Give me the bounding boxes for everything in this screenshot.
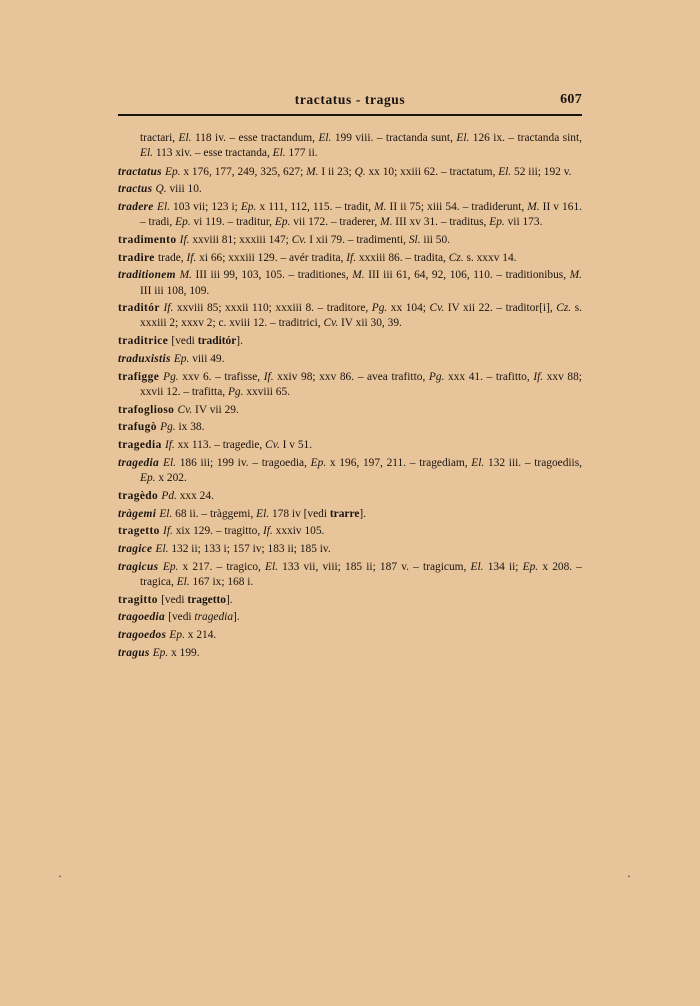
entry-headword: tractatus xyxy=(118,165,165,178)
entry-citations: Ep. viii 49. xyxy=(173,352,225,365)
entry-citations: Pd. xxx 24. xyxy=(161,489,214,502)
page-header xyxy=(118,92,582,108)
dictionary-entry xyxy=(118,593,582,608)
dictionary-entry xyxy=(118,524,582,539)
dictionary-entry xyxy=(118,403,582,418)
entry-headword: traditionem xyxy=(118,269,180,282)
dictionary-entry xyxy=(118,251,582,266)
dictionary-entry xyxy=(118,628,582,643)
entry-citations: tractari, El. 118 iv. – esse tractandum, El. 199 viii. – tractanda sunt, El. 126 ix. – tractanda sint, El. 113 xiv. – esse tractanda, El. 177 ii. xyxy=(140,132,582,160)
entry-headword: traditrice xyxy=(118,335,172,348)
dictionary-entry xyxy=(118,489,582,504)
entry-citations: If. xxviii 81; xxxiii 147; Cv. I xii 79. – tradimenti, Sl. iii 50. xyxy=(179,233,451,246)
dictionary-entry xyxy=(118,370,582,400)
entry-citations: El. 103 vii; 123 i; Ep. x 111, 112, 115. – tradit, M. II ii 75; xiii 54. – tradiderunt, M. II v 161. – tradi, Ep. vi 119. – traditur, Ep. vii 172. – traderer, M. III xv 31. – traditus, Ep. vii 173. xyxy=(140,201,582,229)
dictionary-entry xyxy=(118,233,582,248)
entry-citations: El. 132 ii; 133 i; 157 iv; 183 ii; 185 iv. xyxy=(155,543,331,556)
margin-dot-left: · xyxy=(58,869,62,883)
entry-headword: tragetto xyxy=(118,525,164,538)
entry-citations: El. 186 iii; 199 iv. – tragoedia, Ep. x 196, 197, 211. – tragediam, El. 132 iii. – tragoediis, Ep. x 202. xyxy=(140,456,582,485)
entry-citations: Pg. xxv 6. – trafisse, If. xxiv 98; xxv 86. – avea trafitto, Pg. xxx 41. – trafitto, If. xxv 88; xxvii 12. – trafitta, Pg. xxviii 65. xyxy=(140,370,582,398)
dictionary-entry xyxy=(118,507,582,522)
entry-headword: tragice xyxy=(118,543,156,556)
entry-headword: trafoglioso xyxy=(118,403,178,416)
dictionary-entry xyxy=(118,165,582,180)
entry-citations: [vedi tragetto]. xyxy=(161,593,233,606)
entry-headword: tradimento xyxy=(118,233,180,246)
entry-citations: [vedi traditór]. xyxy=(171,335,243,348)
dictionary-entry xyxy=(118,560,582,590)
dictionary-entry xyxy=(118,200,582,230)
entry-headword: tradere xyxy=(118,201,157,213)
dictionary-entry xyxy=(118,646,582,661)
entry-headword: tractus xyxy=(118,183,156,196)
dictionary-entry xyxy=(118,301,582,331)
entry-headword: tragoedos xyxy=(118,629,170,642)
entry-headword: tragoedia xyxy=(118,611,169,624)
entry-citations: Cv. IV vii 29. xyxy=(177,403,239,416)
entry-citations: Ep. x 199. xyxy=(152,646,200,659)
entry-headword: tragitto xyxy=(118,593,162,606)
entry-headword: trafigge xyxy=(118,370,164,383)
entry-headword: tragicus xyxy=(118,560,163,573)
entry-headword: tragèdo xyxy=(118,489,162,502)
dictionary-entry xyxy=(118,542,582,557)
dictionary-entry xyxy=(118,456,582,486)
dictionary-entry xyxy=(118,182,582,197)
entry-citations: Q. viii 10. xyxy=(155,183,202,196)
entry-citations: M. III iii 99, 103, 105. – traditiones, M. III iii 61, 64, 92, 106, 110. – traditionibus, M. III iii 108, 109. xyxy=(140,269,582,297)
entry-citations: trade, If. xi 66; xxxiii 129. – avér tradita, If. xxxiii 86. – tradita, Cz. s. xxxv 14. xyxy=(158,251,517,264)
running-title: tractatus - tragus xyxy=(294,92,406,107)
entry-citations: Ep. x 217. – tragico, El. 133 vii, viii; 185 ii; 187 v. – tragicum, El. 134 ii; Ep. x 208. – tragica, El. 167 ix; 168 i. xyxy=(140,560,582,588)
entry-citations: Ep. x 176, 177, 249, 325, 627; M. I ii 23; Q. xx 10; xxiii 62. – tractatum, El. 52 iii; 192 v. xyxy=(165,165,572,178)
dictionary-entry xyxy=(118,420,582,435)
dictionary-entry xyxy=(118,352,582,367)
entry-headword: tragedia xyxy=(118,456,164,469)
entry-citations: If. xix 129. – tragitto, If. xxxiv 105. xyxy=(163,525,325,538)
entry-headword: trafugò xyxy=(118,421,161,434)
entry-citations: Ep. x 214. xyxy=(169,629,217,642)
header-rule xyxy=(118,114,582,116)
dictionary-entry xyxy=(118,438,582,453)
entry-headword: traditór xyxy=(118,302,164,315)
dictionary-entry xyxy=(118,610,582,625)
dictionary-entry xyxy=(118,131,582,161)
dictionary-entry xyxy=(118,268,582,298)
entry-headword: tradire xyxy=(118,251,158,264)
entry-citations: Pg. ix 38. xyxy=(160,421,205,434)
entry-citations: [vedi tragedia]. xyxy=(168,611,240,624)
page-number: 607 xyxy=(560,92,582,107)
margin-dot-right: · xyxy=(627,869,631,883)
entry-headword: tragedia xyxy=(118,439,165,452)
entry-citations: El. 68 ii. – tràggemi, El. 178 iv [vedi trarre]. xyxy=(159,507,367,520)
dictionary-entry xyxy=(118,334,582,349)
entry-list xyxy=(118,131,582,664)
entry-headword: traduxistis xyxy=(118,352,174,365)
entry-citations: If. xx 113. – tragedie, Cv. I v 51. xyxy=(164,439,313,452)
entry-headword: tragus xyxy=(118,646,153,659)
entry-headword: tràgemi xyxy=(118,507,160,520)
entry-citations: If. xxviii 85; xxxii 110; xxxiii 8. – traditore, Pg. xx 104; Cv. IV xii 22. – traditor[i], Cz. s. xxxiii 2; xxxv 2; c. xviii 12. – traditrici, Cv. IV xii 30, 39. xyxy=(140,302,582,330)
